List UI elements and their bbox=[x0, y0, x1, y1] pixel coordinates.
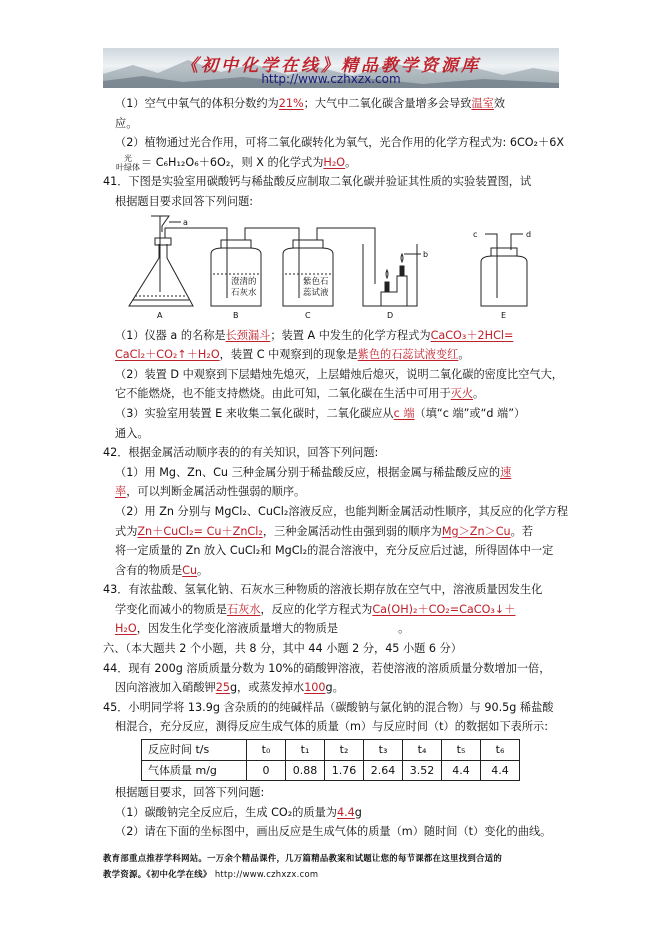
svg-text:紫色石: 紫色石 bbox=[303, 276, 329, 287]
answer-rate-2: 率 bbox=[115, 485, 127, 499]
answer-equation-part1: CaCO₃＋2HCl= bbox=[430, 328, 514, 342]
svg-text:蕊试液: 蕊试液 bbox=[303, 287, 329, 298]
apparatus-diagram bbox=[121, 214, 541, 324]
section-six-title: 六、（本大题共 2 个小题，共 8 分，其中 44 小题 2 分，45 小题 6 分） bbox=[103, 642, 462, 656]
reaction-condition: 光 叶绿体 bbox=[116, 153, 140, 172]
connector-tube-bc bbox=[245, 228, 299, 244]
label-a: a bbox=[183, 217, 188, 227]
label-apparatus-e: E bbox=[501, 310, 507, 320]
label-apparatus-d: D bbox=[387, 310, 394, 320]
answer-limewater-equation: Ca(OH)₂＋CO₂=CaCO₃↓＋ bbox=[372, 602, 516, 616]
q41-title: 41．下图是实验室用碳酸钙与稀盐酸反应制取二氧化碳并验证其性质的实验装置图，试 bbox=[103, 175, 532, 189]
banner-url[interactable]: http://www.czhxzx.com bbox=[261, 72, 401, 86]
q42-title: 42．根据金属活动顺序表的的有关知识，回答下列问题: bbox=[103, 446, 379, 460]
apparatus-a-flask bbox=[129, 216, 193, 306]
q40-part2: （2）植物通过光合作用，可将二氧化碳转化为氧气，光合作用的化学方程式为: 6CO₂＋6X bbox=[115, 136, 565, 150]
svg-text:澄清的: 澄清的 bbox=[231, 276, 257, 287]
q41-part1: （1）仪器 a 的名称是长颈漏斗；装置 A 中发生的化学方程式为CaCO₃＋2HCl= bbox=[115, 328, 514, 342]
q43: 43．有浓盐酸、氢氧化钠、石灰水三种物质的溶液长期存放在空气中，溶液质量因发生化 bbox=[103, 583, 543, 597]
q45: 45．小明同学将 13.9g 含杂质的的纯碱样品（碳酸钠与氯化钠的混合物）与 90.5g 稀盐酸 bbox=[103, 700, 554, 714]
label-apparatus-b: B bbox=[233, 310, 239, 320]
reaction-data-table bbox=[141, 739, 520, 781]
answer-activity-order: Mg＞Zn＞Cu bbox=[441, 524, 511, 538]
answer-equation-part2: CaCl₂＋CO₂↑＋H₂O bbox=[115, 348, 220, 362]
table-header-time: 反应时间 t/s bbox=[142, 740, 247, 761]
q44: 44．现有 200g 溶质质量分数为 10%的硝酸钾溶液，若使溶液的溶质质量分数增加一倍， bbox=[103, 661, 551, 675]
q41-part3: （3）实验室用装置 E 来收集二氧化碳时，二氧化碳应从c 端（填“c 端”或“d 端”） bbox=[115, 406, 526, 420]
footer-url[interactable]: http://www.czhxzx.com bbox=[214, 869, 319, 879]
answer-zinc-equation: Zn＋CuCl₂= Cu＋ZnCl₂ bbox=[137, 524, 263, 538]
answer-funnel: 长颈漏斗 bbox=[225, 328, 271, 342]
answer-limewater: 石灰水 bbox=[226, 602, 261, 616]
answer-extinguish: 灭火 bbox=[450, 387, 474, 401]
document-body: （1）空气中氧气的体积分数约为21%；大气中二氧化碳含量增多会导致温室效 应。 （2）植物通过光合作用，可将二氧化碳转化为氧气，光合作用的化学方程式为: 6CO₂＋6X 光 叶绿体＝ C₆H₁₂O₆＋6O₂，则 X 的化学式为H₂O。 41．下图是实验室用碳酸钙与稀盐酸反应制取二氧化碳并验证其性质的实验装置图，试 根据题目要求回答下列问题: a b c d A B C D E 澄清的 石灰水 紫色石 蕊试液 （1）仪器 a 的名称是长颈漏斗；装置 A 中发生的化学方程式为CaCO₃＋2HCl= CaCl₂＋CO₂↑＋H₂O，装置 C 中观察到的现象是紫色的石蕊试液变红。 （2）装置 D 中观察到下层蜡烛先熄灭，上层蜡烛后熄灭，说明二氧化碳的密度比空气大， 它不能燃烧，也不能支持燃烧。由此可知，二氧化碳在生活中可用于灭火。 （3）实验室用装置 E 来收集二氧化碳时，二氧化碳应从c 端（填“c 端”或“d 端”） 通入。 42．根据金属活动顺序表的的有关知识，回答下列问题: （1）用 Mg、Zn、Cu 三种金属分别于稀盐酸反应，根据金属与稀盐酸反应的速 率，可以判断金属活动性强弱的顺序。 （2）用 Zn 分别与 MgCl₂、CuCl₂溶液反应，也能判断金属活动性顺序，其反应的化学方程 式为Zn＋CuCl₂= Cu＋ZnCl₂，三种金属活动性由强到弱的顺序为Mg＞Zn＞Cu。若 将一定质量的 Zn 放入 CuCl₂和 MgCl₂的混合溶液中，充分反应后过滤，所得固体中一定 含有的物质是Cu。 43．有浓盐酸、氢氧化钠、石灰水三种物质的溶液长期存放在空气中，溶液质量因发生化 学变化而减小的物质是石灰水，反应的化学方程式为Ca(OH)₂＋CO₂=CaCO₃↓＋ H₂O，因发生化学变化溶液质量增大的物质是 。 六、（本大题共 2 个小题，共 8 分，其中 44 小题 2 分，45 小题 6 分） 44．现有 200g 溶质质量分数为 10%的硝酸钾溶液，若使溶液的溶质质量分数增加一倍， 因向溶液加入硝酸钾25g，或蒸发掉水100g。 45．小明同学将 13.9g 含杂质的的纯碱样品（碳酸钠与氯化钠的混合物）与 90.5g 稀盐酸 相混合，充分反应，测得反应生成气体的质量（m）与反应时间（t）的数据如下表所示: 反应时间 t/s t₀ t₁ t₂ t₃ t₄ t₅ t₆ 气体质量 m/g 0 0.88 1.76 2.64 3.52 4.4 4.4 根据题目要求，回答下列问题: （1）碳酸钠完全反应后，生成 CO₂的质量为4.4g （2）请在下面的坐标图中，画出反应是生成气体的质量（m）随时间（t）变化的曲线。 bbox=[103, 94, 565, 842]
q45-part1: （1）碳酸钠完全反应后，生成 CO₂的质量为4.4g bbox=[115, 805, 362, 819]
label-apparatus-c: C bbox=[305, 310, 311, 320]
q40-part2-equation: 光 叶绿体＝ C₆H₁₂O₆＋6O₂，则 X 的化学式为H₂O。 bbox=[116, 153, 357, 172]
answer-kno3-mass: 25 bbox=[215, 681, 230, 695]
answer-water: H₂O bbox=[115, 622, 137, 636]
answer-rate-1: 速 bbox=[500, 465, 512, 479]
connector-tube-cd bbox=[317, 228, 375, 284]
q42-part1: （1）用 Mg、Zn、Cu 三种金属分别于稀盐酸反应，根据金属与稀盐酸反应的速 bbox=[115, 465, 512, 479]
q40-part1: （1）空气中氧气的体积分数约为21%；大气中二氧化碳含量增多会导致温室效 bbox=[115, 97, 506, 110]
answer-c-end: c 端 bbox=[393, 406, 415, 420]
q41-part2: （2）装置 D 中观察到下层蜡烛先熄灭，上层蜡烛后熄灭，说明二氧化碳的密度比空气大， bbox=[115, 367, 563, 381]
table-row: 反应时间 t/s t₀ t₁ t₂ t₃ t₄ t₅ t₆ bbox=[142, 740, 520, 761]
header-banner bbox=[103, 48, 559, 88]
answer-water-mass: 100 bbox=[304, 681, 326, 695]
apparatus-d-beaker bbox=[363, 244, 421, 306]
answer-oxygen-fraction: 21% bbox=[278, 97, 304, 110]
svg-text:石灰水: 石灰水 bbox=[231, 287, 257, 298]
label-b: b bbox=[423, 249, 429, 259]
answer-co2-mass: 4.4 bbox=[336, 805, 355, 819]
q42-part2: （2）用 Zn 分别与 MgCl₂、CuCl₂溶液反应，也能判断金属活动性顺序，其反应的化学方程 bbox=[115, 504, 569, 518]
label-d: d bbox=[526, 229, 532, 239]
page-footer: 教育部重点推荐学科网站。一万余个精品课件，几万篇精品教案和试题让您的每节课都在这里找到合适的 教学资源。《初中化学在线》 http://www.czhxzx.com bbox=[103, 853, 503, 879]
apparatus-e-bottle bbox=[481, 234, 527, 306]
label-apparatus-a: A bbox=[157, 310, 163, 320]
q45-part2: （2）请在下面的坐标图中，画出反应是生成气体的质量（m）随时间（t）变化的曲线。 bbox=[115, 825, 552, 839]
banner-title: 《初中化学在线》精品教学资源库 bbox=[181, 56, 481, 76]
answer-copper: Cu bbox=[182, 563, 198, 577]
answer-phenomenon: 紫色的石蕊试液变红 bbox=[357, 348, 459, 362]
answer-x-formula: H₂O bbox=[323, 155, 346, 169]
table-header-mass: 气体质量 m/g bbox=[142, 760, 247, 781]
table-row: 气体质量 m/g 0 0.88 1.76 2.64 3.52 4.4 4.4 bbox=[142, 760, 520, 781]
connector-tube-ab bbox=[165, 228, 227, 244]
answer-greenhouse: 温室 bbox=[471, 97, 494, 110]
label-c: c bbox=[473, 229, 478, 239]
